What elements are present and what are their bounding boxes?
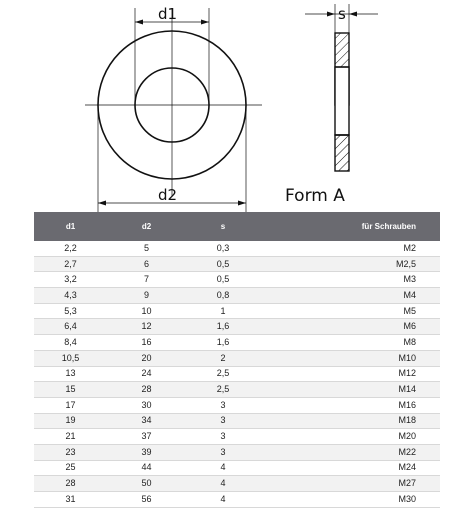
cell-d2: 44 — [107, 460, 186, 476]
cell-d2: 12 — [107, 319, 186, 335]
cell-fuer-schrauben: M22 — [260, 444, 440, 460]
cell-d1: 10,5 — [34, 350, 107, 366]
cell-s: 1,6 — [186, 319, 260, 335]
washer-technical-drawing — [0, 0, 474, 212]
cell-fuer-schrauben: M2 — [260, 241, 440, 256]
table-row — [34, 288, 440, 304]
table-row — [34, 256, 440, 272]
header-d2: d2 — [107, 212, 186, 241]
cell-fuer-schrauben: M20 — [260, 429, 440, 445]
cell-fuer-schrauben: M16 — [260, 397, 440, 413]
cell-s: 4 — [186, 476, 260, 492]
cell-s: 1 — [186, 303, 260, 319]
cell-d1: 13 — [34, 366, 107, 382]
cell-d1: 8,4 — [34, 335, 107, 351]
cell-s: 4 — [186, 492, 260, 508]
cell-d1: 31 — [34, 492, 107, 508]
cell-d1: 4,3 — [34, 288, 107, 304]
cell-s: 2 — [186, 350, 260, 366]
cell-fuer-schrauben: M3 — [260, 272, 440, 288]
cell-fuer-schrauben: M18 — [260, 413, 440, 429]
cell-s: 2,5 — [186, 382, 260, 398]
table-body — [34, 241, 440, 507]
cell-d1: 17 — [34, 397, 107, 413]
form-a-label: Form A — [285, 186, 345, 206]
table-row — [34, 319, 440, 335]
cell-s: 3 — [186, 429, 260, 445]
cell-d1: 5,3 — [34, 303, 107, 319]
s-label: s — [338, 5, 346, 23]
table-header-row — [34, 212, 440, 241]
table-row — [34, 272, 440, 288]
d2-label: d2 — [158, 186, 178, 204]
table-row — [34, 492, 440, 508]
washer-dimension-table — [34, 212, 440, 508]
cell-fuer-schrauben: M6 — [260, 319, 440, 335]
table-row — [34, 429, 440, 445]
cell-s: 2,5 — [186, 366, 260, 382]
cell-d1: 25 — [34, 460, 107, 476]
cell-s: 3 — [186, 397, 260, 413]
cell-fuer-schrauben: M30 — [260, 492, 440, 508]
cell-s: 3 — [186, 413, 260, 429]
cell-fuer-schrauben: M27 — [260, 476, 440, 492]
cell-s: 4 — [186, 460, 260, 476]
table-row — [34, 366, 440, 382]
cell-d2: 24 — [107, 366, 186, 382]
table-row — [34, 303, 440, 319]
cell-d1: 23 — [34, 444, 107, 460]
side-view-bore — [335, 67, 349, 135]
cell-d2: 34 — [107, 413, 186, 429]
header-s: s — [186, 212, 260, 241]
table-row — [34, 397, 440, 413]
cell-fuer-schrauben: M4 — [260, 288, 440, 304]
cell-s: 0,8 — [186, 288, 260, 304]
cell-d2: 5 — [107, 241, 186, 256]
cell-d1: 2,7 — [34, 256, 107, 272]
cell-d2: 9 — [107, 288, 186, 304]
side-view-bottom-section — [335, 135, 349, 171]
cell-fuer-schrauben: M5 — [260, 303, 440, 319]
d1-label: d1 — [158, 5, 178, 23]
cell-d2: 30 — [107, 397, 186, 413]
table-row — [34, 382, 440, 398]
cell-d2: 10 — [107, 303, 186, 319]
washer-front-view — [85, 8, 262, 212]
cell-fuer-schrauben: M2,5 — [260, 256, 440, 272]
cell-d1: 15 — [34, 382, 107, 398]
table-row — [34, 335, 440, 351]
table-row — [34, 476, 440, 492]
cell-s: 0,5 — [186, 256, 260, 272]
cell-d1: 28 — [34, 476, 107, 492]
cell-fuer-schrauben: M8 — [260, 335, 440, 351]
header-fuer-schrauben: für Schrauben — [260, 212, 440, 241]
cell-s: 1,6 — [186, 335, 260, 351]
cell-fuer-schrauben: M24 — [260, 460, 440, 476]
cell-fuer-schrauben: M12 — [260, 366, 440, 382]
washer-side-view — [305, 4, 378, 171]
cell-d2: 50 — [107, 476, 186, 492]
cell-s: 0,5 — [186, 272, 260, 288]
cell-d2: 16 — [107, 335, 186, 351]
cell-d1: 19 — [34, 413, 107, 429]
cell-s: 0,3 — [186, 241, 260, 256]
cell-d1: 3,2 — [34, 272, 107, 288]
header-d1: d1 — [34, 212, 107, 241]
cell-d2: 56 — [107, 492, 186, 508]
cell-d2: 37 — [107, 429, 186, 445]
cell-d1: 6,4 — [34, 319, 107, 335]
cell-d2: 7 — [107, 272, 186, 288]
cell-s: 3 — [186, 444, 260, 460]
cell-d2: 28 — [107, 382, 186, 398]
cell-fuer-schrauben: M14 — [260, 382, 440, 398]
cell-d1: 21 — [34, 429, 107, 445]
table-row — [34, 241, 440, 256]
cell-d1: 2,2 — [34, 241, 107, 256]
cell-d2: 6 — [107, 256, 186, 272]
table-row — [34, 460, 440, 476]
cell-d2: 39 — [107, 444, 186, 460]
cell-fuer-schrauben: M10 — [260, 350, 440, 366]
table-row — [34, 350, 440, 366]
cell-d2: 20 — [107, 350, 186, 366]
table-row — [34, 413, 440, 429]
table-row — [34, 444, 440, 460]
